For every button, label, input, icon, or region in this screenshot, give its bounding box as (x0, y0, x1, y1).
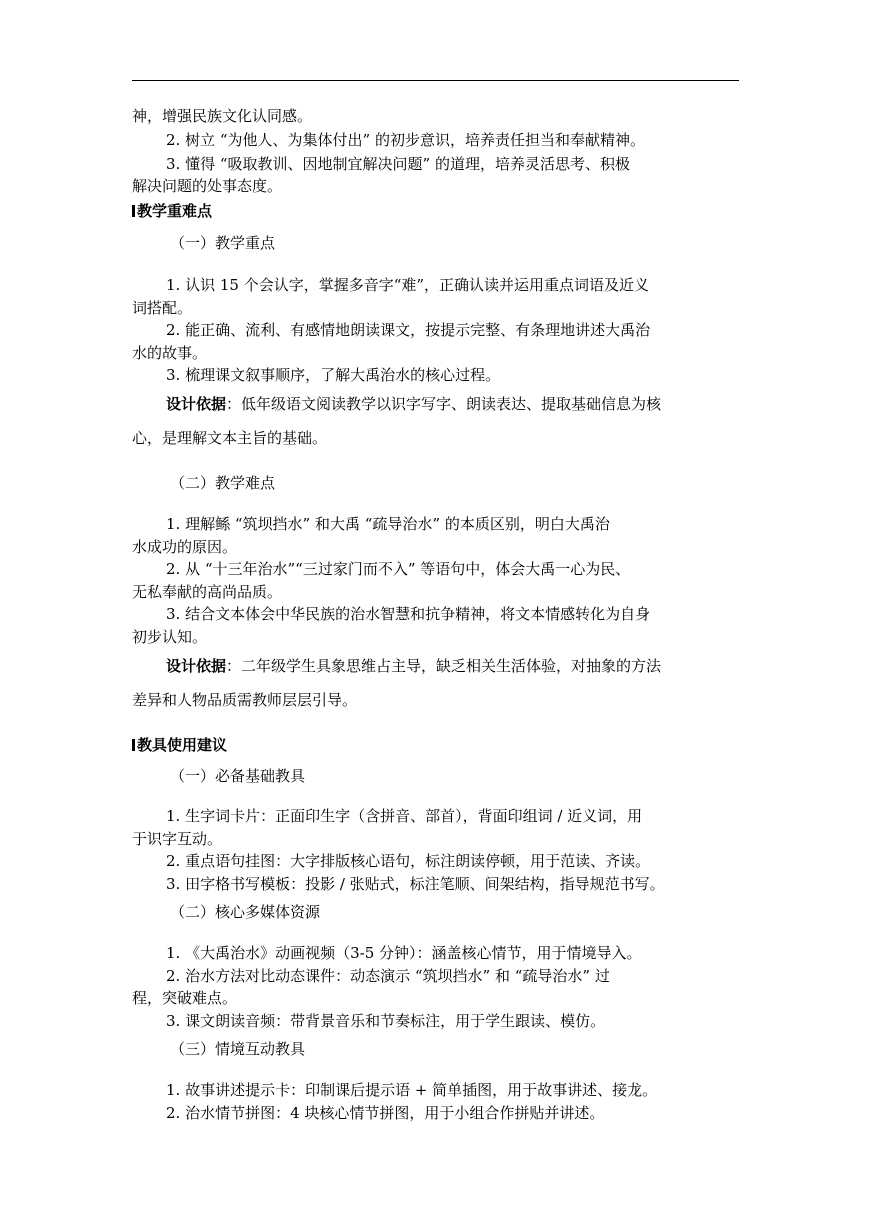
list-item: 3. 梳理课文叙事顺序，了解大禹治水的核心过程。 (166, 366, 501, 384)
list-item-continued: 水的故事。 (132, 344, 208, 362)
section-heading (132, 735, 227, 755)
list-item: 1. 故事讲述提示卡：印制课后提示语 + 简单插图，用于故事讲述、接龙。 (166, 1081, 658, 1099)
list-item-continued: 水成功的原因。 (132, 538, 238, 556)
design-basis-label: 设计依据 (166, 395, 227, 413)
list-item: 2. 重点语句挂图：大字排版核心语句，标注朗读停顿，用于范读、齐读。 (166, 852, 651, 870)
list-item: 1. 生字词卡片：正面印生字（含拼音、部首），背面印组词 / 近义词，用 (166, 807, 643, 825)
design-basis (166, 656, 661, 676)
list-item-continued: 无私奉献的高尚品质。 (132, 583, 283, 601)
list-item-continued: 程，突破难点。 (132, 989, 238, 1007)
list-item: 2. 能正确、流利、有感情地朗读课文，按提示完整、有条理地讲述大禹治 (166, 321, 651, 339)
subheading: （二）核心多媒体资源 (170, 903, 321, 921)
list-item: 1. 认识 15 个会认字，掌握多音字“难”，正确认读并运用重点词语及近义 (166, 276, 650, 294)
bullet-mark (132, 739, 135, 751)
section-heading (132, 201, 212, 221)
subheading: （一）教学重点 (170, 234, 276, 252)
list-item: 3. 田字格书写模板：投影 / 张贴式，标注笔顺、间架结构，指导规范书写。 (166, 875, 665, 893)
paragraph-line: 神，增强民族文化认同感。 (132, 107, 313, 125)
list-item: 2. 从 “十三年治水”“三过家门而不入” 等语句中，体会大禹一心为民、 (166, 560, 631, 578)
design-basis-label: 设计依据 (166, 657, 227, 675)
list-item-continued: 于识字互动。 (132, 830, 223, 848)
bullet-mark (132, 205, 135, 217)
list-item: 2. 树立 “为他人、为集体付出” 的初步意识，培养责任担当和奉献精神。 (166, 131, 645, 149)
list-item-continued: 词搭配。 (132, 299, 193, 317)
paragraph-line: 解决问题的处事态度。 (132, 177, 283, 195)
subheading: （一）必备基础教具 (170, 767, 306, 785)
section-heading-text: 教学重难点 (137, 202, 213, 220)
list-item: 3. 结合文本体会中华民族的治水智慧和抗争精神，将文本情感转化为自身 (166, 605, 651, 623)
section-heading-text: 教具使用建议 (137, 736, 228, 754)
subheading: （三）情境互动教具 (170, 1040, 306, 1058)
list-item: 1. 理解鲧 “筑坝挡水” 和大禹 “疏导治水” 的本质区别，明白大禹治 (166, 515, 610, 533)
design-basis-text: ：二年级学生具象思维占主导，缺乏相关生活体验，对抽象的方法 (226, 657, 662, 675)
design-basis (166, 394, 661, 414)
list-item: 3. 课文朗读音频：带背景音乐和节奏标注，用于学生跟读、模仿。 (166, 1012, 606, 1030)
list-item: 3. 懂得 “吸取教训、因地制宜解决问题” 的道理，培养灵活思考、积极 (166, 155, 630, 173)
list-item: 2. 治水方法对比动态课件：动态演示 “筑坝挡水” 和 “疏导治水” 过 (166, 967, 610, 985)
design-basis-continued: 心，是理解文本主旨的基础。 (132, 429, 328, 447)
header-rule (132, 80, 739, 81)
list-item-continued: 初步认知。 (132, 628, 208, 646)
list-item: 2. 治水情节拼图：4 块核心情节拼图，用于小组合作拼贴并讲述。 (166, 1104, 605, 1122)
list-item: 1. 《大禹治水》动画视频（3-5 分钟）：涵盖核心情节，用于情境导入。 (166, 944, 642, 962)
subheading: （二）教学难点 (170, 474, 276, 492)
design-basis-continued: 差异和人物品质需教师层层引导。 (132, 691, 358, 709)
design-basis-text: ：低年级语文阅读教学以识字写字、朗读表达、提取基础信息为核 (226, 395, 662, 413)
